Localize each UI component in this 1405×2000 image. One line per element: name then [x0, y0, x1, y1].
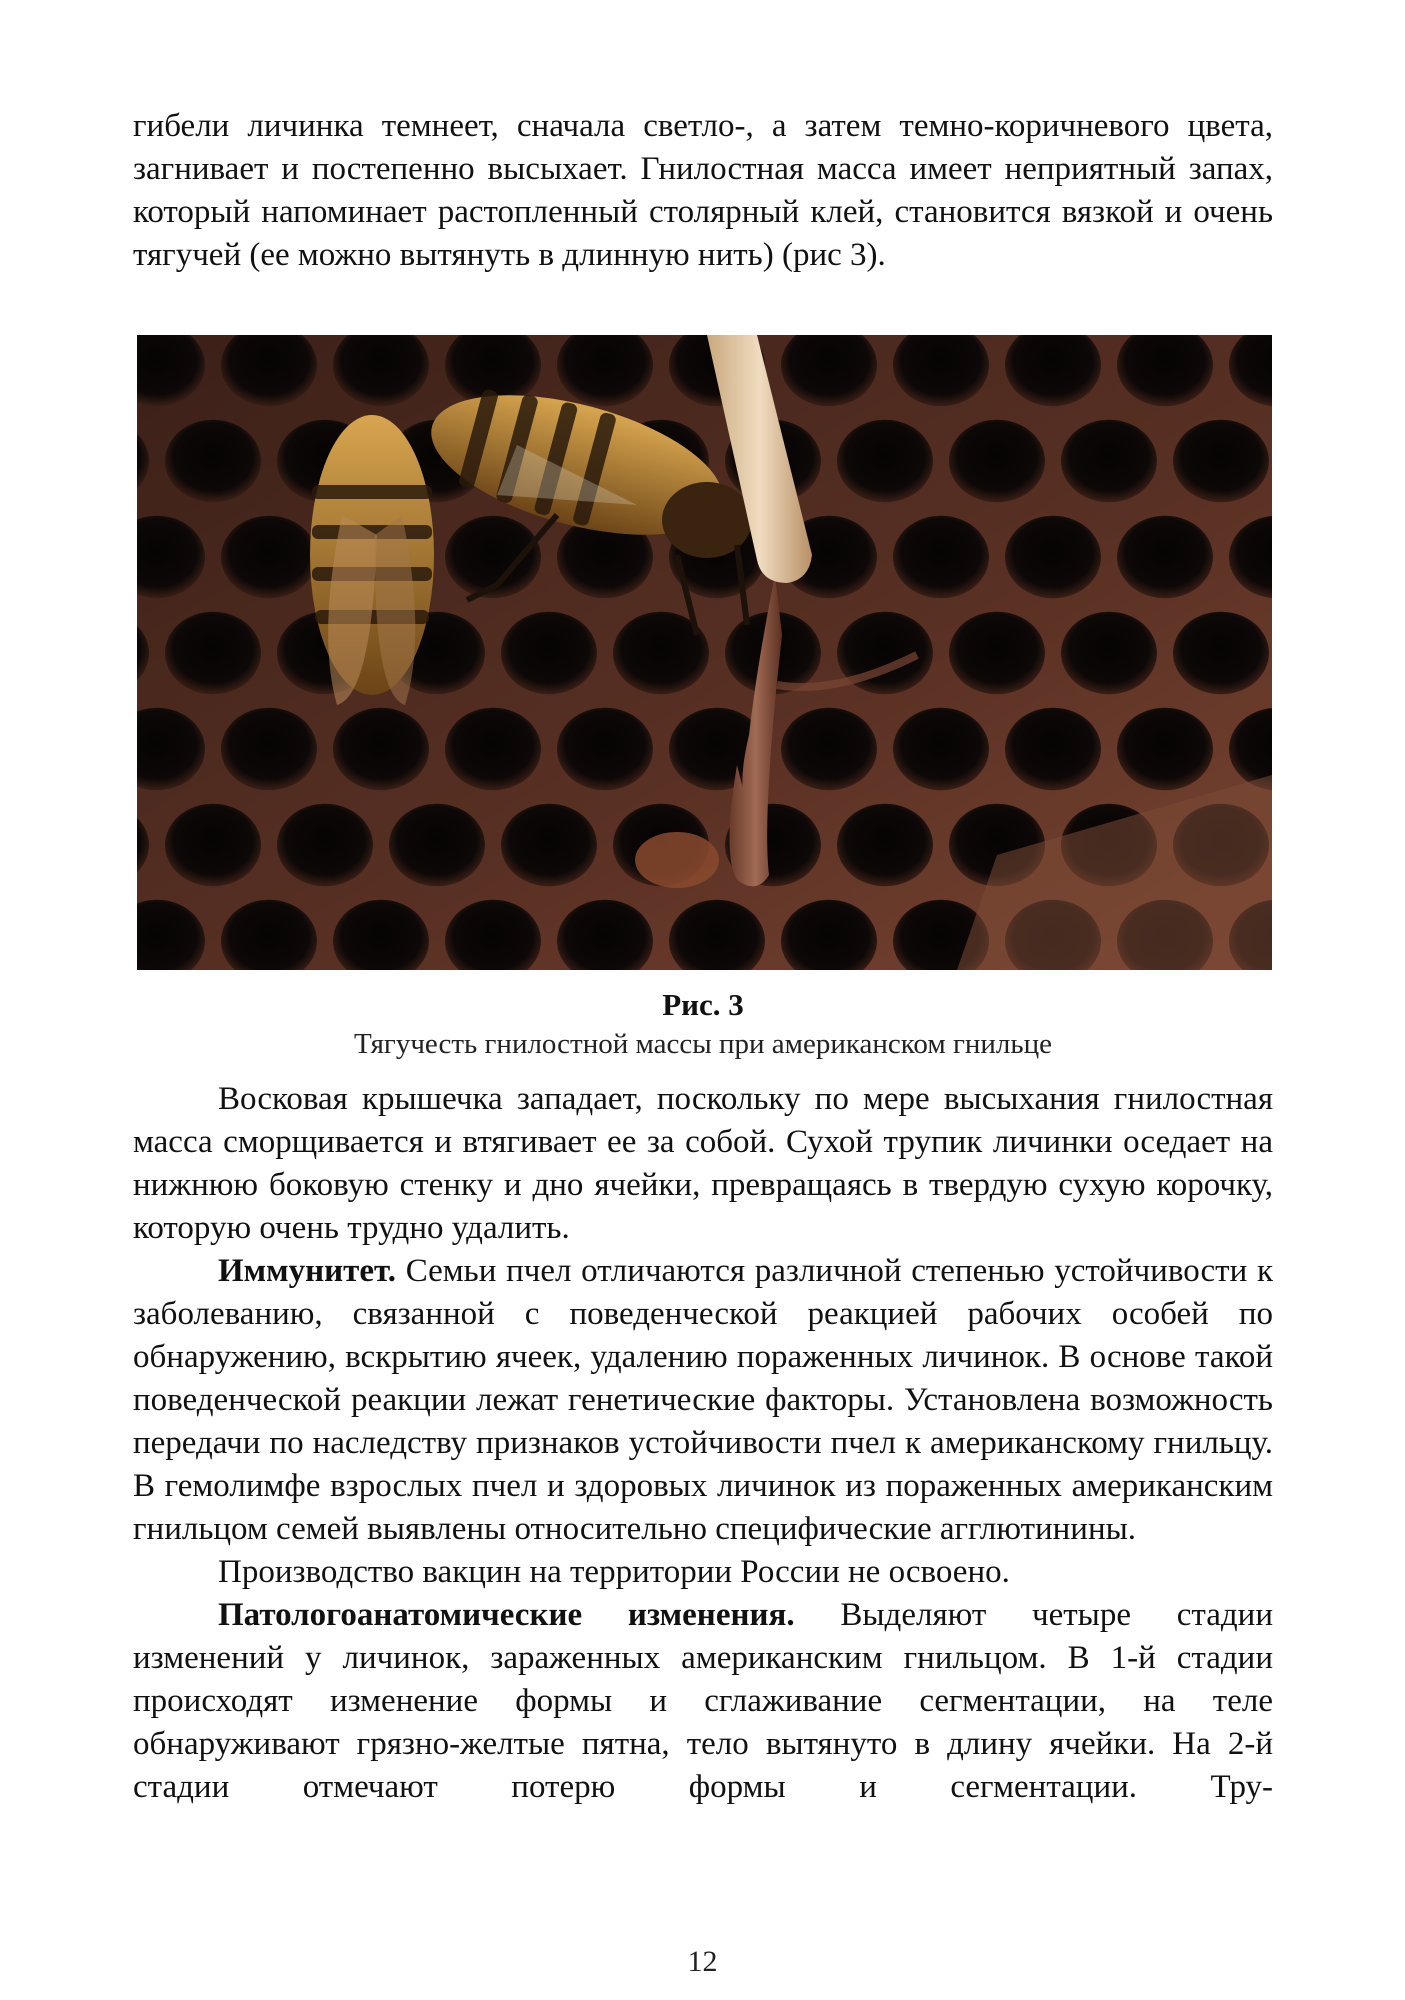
- page-number: 12: [687, 1945, 718, 1978]
- honeycomb-cell: [1117, 708, 1213, 791]
- honeycomb-cell: [165, 804, 261, 887]
- paragraph-text: Семьи пчел отличаются различной степенью устойчивости к заболеванию, связанной с поведенческой реакцией рабочих особей по обнаружению, вскрытию ячеек, удалению пораженных личинок. В основе такой поведенческой реакции лежат генетические факторы. Установлена возможность передачи по наследству признаков устойчивости пчел к американскому гнильцу. В гемолимфе взрослых пчел и здоровых личинок из пораженных американским гнильцом семей выявлены относительно специфические агглютинины.: [133, 1253, 1273, 1547]
- figure-photo: [137, 335, 1272, 970]
- honeycomb-cell: [557, 708, 653, 791]
- figure-label: Рис. 3: [662, 987, 744, 1022]
- honeycomb-cell: [221, 708, 317, 791]
- honeycomb-cell: [445, 708, 541, 791]
- paragraph-text: Производство вакцин на территории России не освоено.: [218, 1554, 1010, 1590]
- honeycomb-cell: [893, 708, 989, 791]
- honeycomb-cell: [277, 804, 373, 887]
- paragraph-heading: Иммунитет.: [218, 1253, 396, 1289]
- honeycomb-cell: [501, 612, 597, 695]
- honeycomb-cell: [1173, 420, 1269, 503]
- honeycomb-cell: [389, 804, 485, 887]
- honeycomb-cell: [837, 420, 933, 503]
- honeycomb-cell: [893, 516, 989, 599]
- honeycomb-cell: [333, 708, 429, 791]
- honeycomb-cell: [1061, 612, 1157, 695]
- honeycomb-cell: [781, 708, 877, 791]
- honeycomb-cell: [1005, 516, 1101, 599]
- paragraph-vaccines: [133, 1551, 1273, 1594]
- honeycomb-cell: [949, 420, 1045, 503]
- honeycomb-cell: [949, 612, 1045, 695]
- honeycomb-cell: [221, 516, 317, 599]
- honeycomb-cell: [1173, 612, 1269, 695]
- honeycomb-cell: [1117, 516, 1213, 599]
- intro-text: гибели личинка темнеет, сначала светло-, а затем темно-коричневого цвета, загнивает и постепенно высыхает. Гнилостная масса имеет неприятный запах, который напоминает растопленный столярный клей, становится вязкой и очень тягучей (ее можно вытянуть в длинную нить) (рис 3).: [133, 108, 1273, 273]
- honeycomb-cell: [1005, 708, 1101, 791]
- honeycomb-photo-illustration: [137, 335, 1272, 970]
- honeycomb-cell: [165, 420, 261, 503]
- paragraph-text: Восковая крышечка западает, поскольку по мере высыхания гнилостная масса сморщивается и втягивает ее за собой. Сухой трупик личинки оседает на нижнюю боковую стенку и дно ячейки, превращаясь в твердую сухую корочку, которую очень трудно удалить.: [133, 1081, 1273, 1246]
- figure-caption: Тягучесть гнилостной массы при американском гнильце: [353, 1028, 1052, 1060]
- paragraph-immunity: [133, 1250, 1273, 1551]
- honeycomb-cell: [165, 612, 261, 695]
- paragraph-heading: Патологоанатомические изменения.: [218, 1597, 795, 1633]
- paragraph-pathology: [133, 1594, 1273, 1809]
- intro-paragraph: [133, 105, 1273, 277]
- honeycomb-cell: [837, 804, 933, 887]
- honeycomb-cell: [501, 804, 597, 887]
- paragraph-wax-cap: [133, 1078, 1273, 1250]
- body-text: [133, 1078, 1273, 1809]
- honeycomb-cell: [1061, 420, 1157, 503]
- paragraph-text: Выделяют четыре стадии изменений у личинок, зараженных американским гнильцом. В 1-й стадии происходят изменение формы и сглаживание сегментации, на теле обнаруживают грязно-желтые пятна, тело вытянуто в длину ячейки. На 2-й стадии отмечают потерю формы и сегментации. Тру-: [133, 1597, 1273, 1805]
